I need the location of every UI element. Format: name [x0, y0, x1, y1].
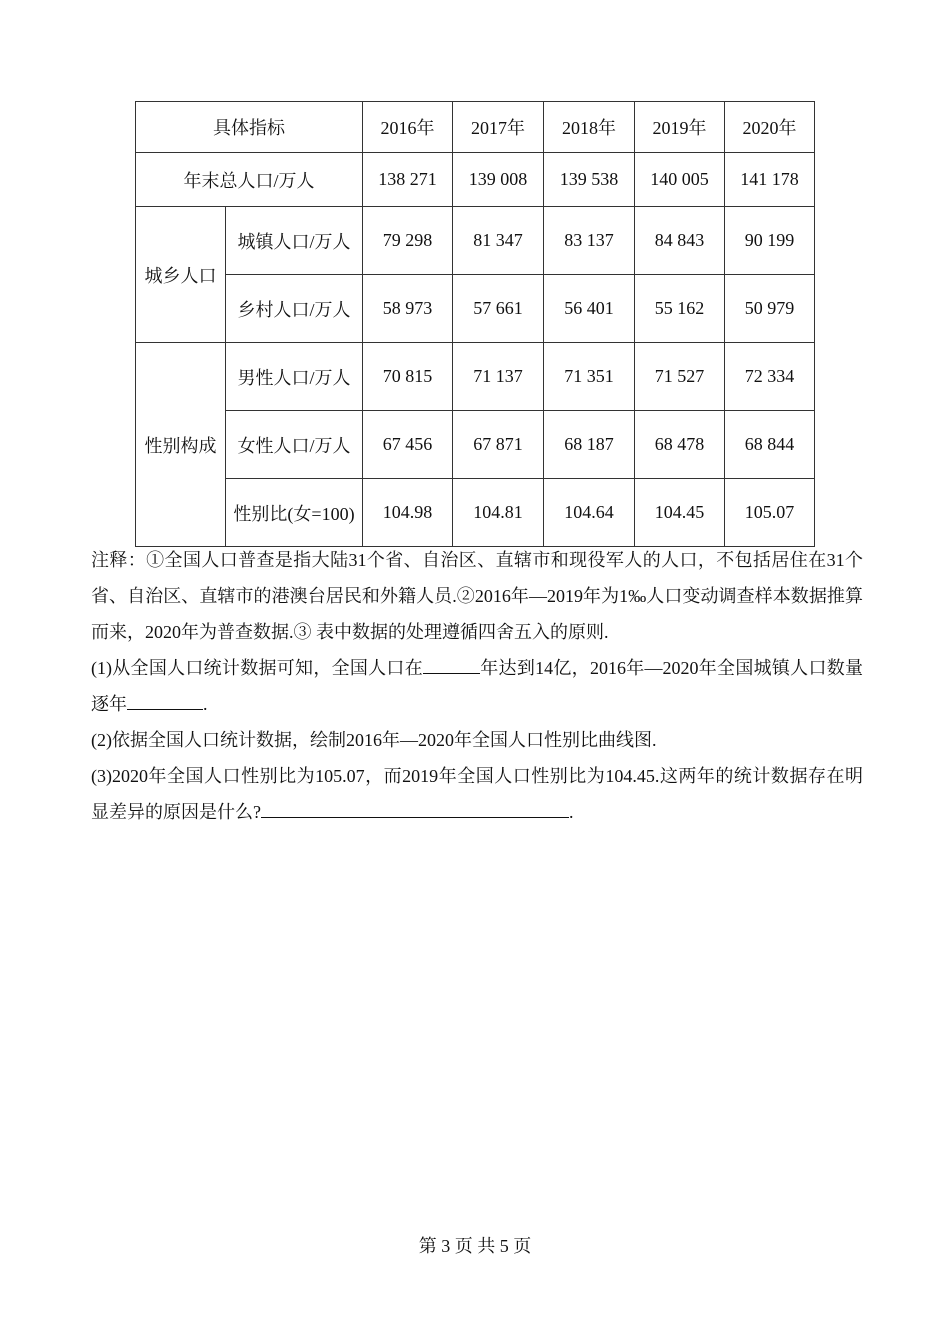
table-row — [136, 275, 815, 343]
table-cell: 67 456 — [363, 411, 453, 479]
table-row — [136, 343, 815, 411]
table-row — [136, 411, 815, 479]
table-cell: 57 661 — [453, 275, 544, 343]
table-cell: 71 527 — [635, 343, 725, 411]
table-cell: 50 979 — [725, 275, 815, 343]
header-cell: 2019年 — [635, 102, 725, 153]
header-cell: 具体指标 — [136, 102, 363, 153]
table-cell: 140 005 — [635, 153, 725, 207]
table-cell: 72 334 — [725, 343, 815, 411]
table-cell: 104.64 — [544, 479, 635, 547]
question-1-text-c: . — [203, 694, 208, 714]
header-cell: 2020年 — [725, 102, 815, 153]
row-label: 女性人口/万人 — [226, 411, 363, 479]
header-cell: 2016年 — [363, 102, 453, 153]
row-label: 年末总人口/万人 — [136, 153, 363, 207]
table-cell: 55 162 — [635, 275, 725, 343]
row-label: 男性人口/万人 — [226, 343, 363, 411]
question-3-text-b: . — [569, 802, 574, 822]
table-footnote: 注释：①全国人口普查是指大陆31个省、自治区、直辖市和现役军人的人口，不包括居住在31个省、自治区、直辖市的港澳台居民和外籍人员.②2016年—2019年为1‰人口变动调查样本数据推算而来，2020年为普查数据.③ 表中数据的处理遵循四舍五入的原则. — [91, 550, 863, 642]
table-cell: 104.98 — [363, 479, 453, 547]
header-row — [136, 102, 815, 153]
table-cell: 141 178 — [725, 153, 815, 207]
table-cell: 139 538 — [544, 153, 635, 207]
table-cell: 56 401 — [544, 275, 635, 343]
population-table — [135, 101, 815, 547]
table-cell: 70 815 — [363, 343, 453, 411]
question-1-text-a: (1)从全国人口统计数据可知，全国人口在 — [91, 658, 423, 678]
table-row — [136, 153, 815, 207]
table-cell: 90 199 — [725, 207, 815, 275]
table-cell: 83 137 — [544, 207, 635, 275]
group-label: 性别构成 — [136, 343, 226, 547]
table-cell: 68 478 — [635, 411, 725, 479]
table-cell: 71 137 — [453, 343, 544, 411]
table-cell: 58 973 — [363, 275, 453, 343]
table-cell: 67 871 — [453, 411, 544, 479]
question-3-text-a: (3)2020年全国人口性别比为105.07，而2019年全国人口性别比为104.45.这两年的统计数据存在明显差异的原因是什么? — [91, 766, 863, 822]
table-cell: 71 351 — [544, 343, 635, 411]
header-cell: 2018年 — [544, 102, 635, 153]
answer-blank[interactable] — [261, 797, 569, 818]
question-1 — [91, 650, 863, 722]
table-cell: 104.45 — [635, 479, 725, 547]
question-3 — [91, 758, 863, 830]
notes-section — [91, 542, 863, 830]
question-2: (2)依据全国人口统计数据，绘制2016年—2020年全国人口性别比曲线图. — [91, 730, 657, 750]
table-cell: 138 271 — [363, 153, 453, 207]
table-cell: 84 843 — [635, 207, 725, 275]
table-cell: 79 298 — [363, 207, 453, 275]
row-label: 城镇人口/万人 — [226, 207, 363, 275]
table-cell: 139 008 — [453, 153, 544, 207]
answer-blank[interactable] — [423, 653, 480, 674]
table-row — [136, 207, 815, 275]
row-label: 性别比(女=100) — [226, 479, 363, 547]
table-row — [136, 479, 815, 547]
table-cell: 68 187 — [544, 411, 635, 479]
question-1-text-b: 年达到14亿，2016年—2020年全国城镇人口数量逐年 — [91, 658, 863, 714]
table-cell: 104.81 — [453, 479, 544, 547]
header-cell: 2017年 — [453, 102, 544, 153]
table-cell: 105.07 — [725, 479, 815, 547]
table-cell: 68 844 — [725, 411, 815, 479]
answer-blank[interactable] — [127, 689, 203, 710]
table-cell: 81 347 — [453, 207, 544, 275]
row-label: 乡村人口/万人 — [226, 275, 363, 343]
group-label: 城乡人口 — [136, 207, 226, 343]
page-footer: 第 3 页 共 5 页 — [418, 1236, 532, 1256]
